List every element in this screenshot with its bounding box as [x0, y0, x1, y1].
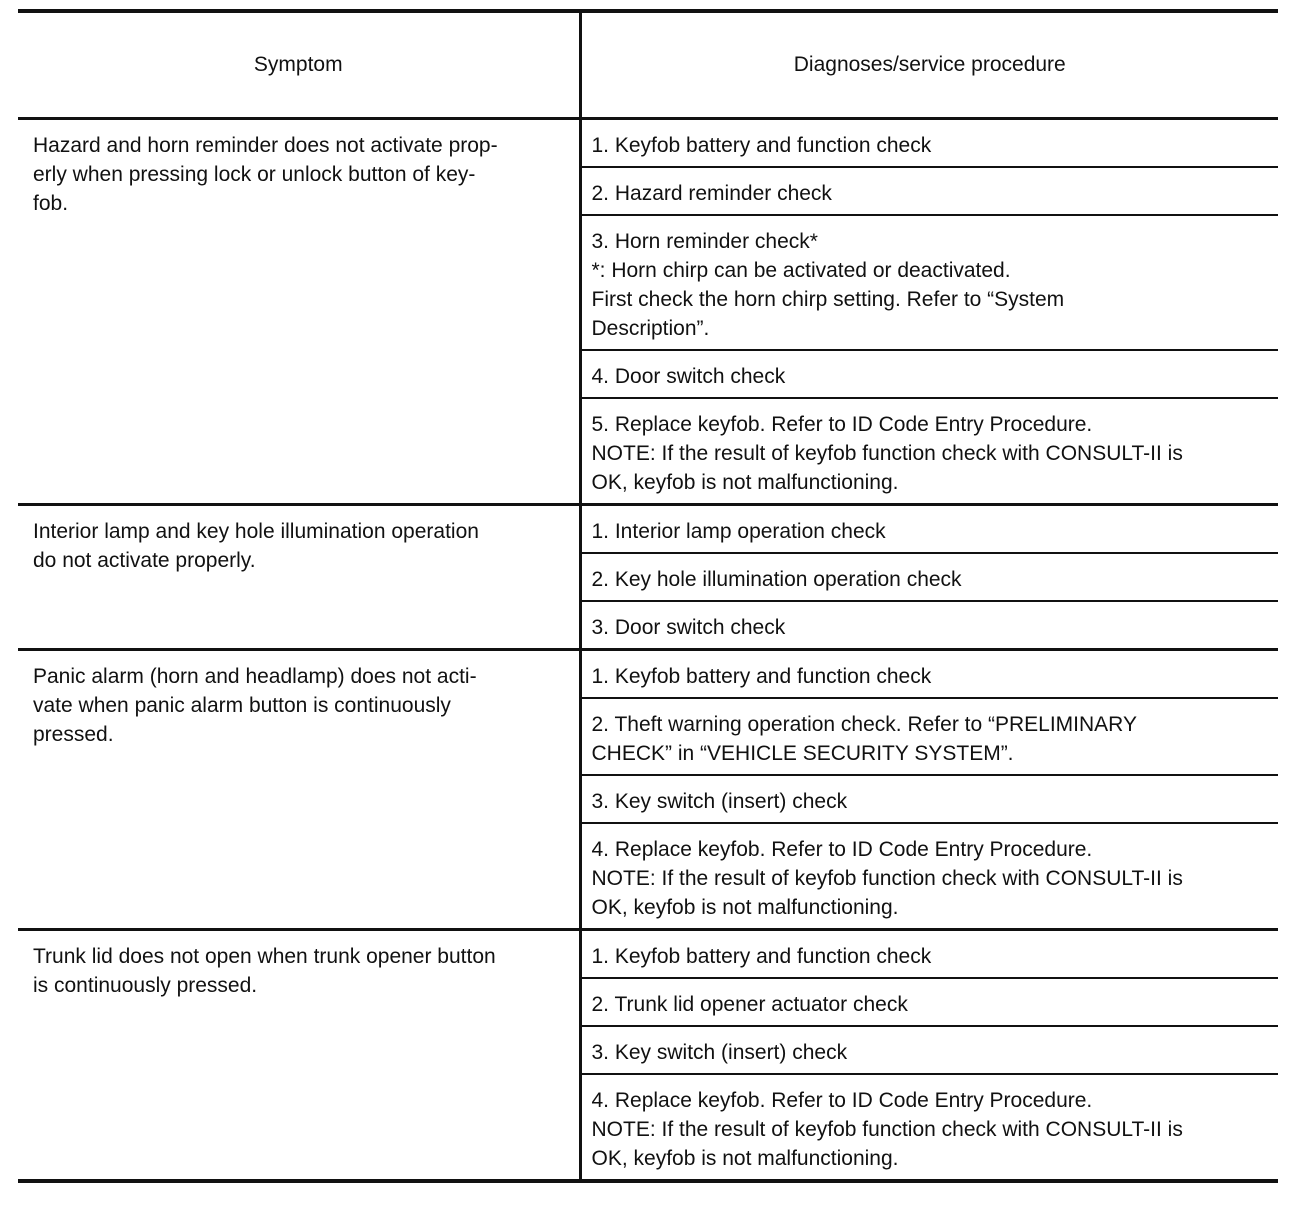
procedure-step-line: 2. Key hole illumination operation check [591, 568, 962, 591]
procedure-step-line: 2. Theft warning operation check. Refer to “PRELIMINARY [591, 713, 1137, 736]
table-row [18, 930, 1278, 979]
procedure-step-line: NOTE: If the result of keyfob function check with CONSULT-II is [591, 442, 1183, 465]
header-row [18, 11, 1278, 119]
procedure-step-line: 1. Keyfob battery and function check [591, 134, 932, 157]
symptom-line: fob. [33, 192, 69, 215]
table-row [18, 119, 1278, 168]
symptom-cell [18, 505, 580, 650]
procedure-step-line: 1. Interior lamp operation check [591, 520, 886, 543]
symptom-line: Interior lamp and key hole illumination operation [33, 520, 479, 543]
procedure-step-cell [580, 1074, 1278, 1181]
procedure-step-cell [580, 350, 1278, 398]
procedure-step-line: 3. Key switch (insert) check [591, 1041, 848, 1064]
procedure-step-line: 4. Door switch check [591, 365, 786, 388]
symptom-header: Symptom [253, 53, 343, 76]
symptom-line: vate when panic alarm button is continuously [33, 694, 451, 717]
procedure-step-cell [580, 215, 1278, 350]
procedure-step-cell [580, 1026, 1278, 1074]
procedure-step-line: 5. Replace keyfob. Refer to ID Code Entry Procedure. [591, 413, 1093, 436]
procedure-step-line: OK, keyfob is not malfunctioning. [591, 471, 899, 494]
procedure-step-line: 4. Replace keyfob. Refer to ID Code Entry Procedure. [591, 838, 1093, 861]
symptom-cell [18, 650, 580, 930]
procedure-step-cell [580, 119, 1278, 168]
procedure-step-line: NOTE: If the result of keyfob function check with CONSULT-II is [591, 867, 1183, 890]
symptom-cell [18, 119, 580, 505]
symptom-line: Trunk lid does not open when trunk opener button [33, 945, 496, 968]
symptom-line: do not activate properly. [33, 549, 256, 572]
symptom-line: is continuously pressed. [33, 974, 258, 997]
procedure-step-cell [580, 650, 1278, 699]
table-row [18, 505, 1278, 554]
procedure-step-line: 1. Keyfob battery and function check [591, 945, 932, 968]
procedure-step-cell [580, 775, 1278, 823]
procedure-step-line: Description”. [591, 317, 710, 340]
procedure-header: Diagnoses/service procedure [580, 11, 1278, 119]
procedure-step-line: CHECK” in “VEHICLE SECURITY SYSTEM”. [591, 742, 1014, 765]
procedure-step-line: 1. Keyfob battery and function check [591, 665, 932, 688]
symptom-cell [18, 930, 580, 1182]
procedure-step-cell [580, 505, 1278, 554]
table-body [18, 119, 1278, 1182]
procedure-step-cell [580, 698, 1278, 775]
symptom-line: Panic alarm (horn and headlamp) does not acti- [33, 665, 477, 688]
procedure-step-line: 3. Door switch check [591, 616, 786, 639]
procedure-step-line: 3. Key switch (insert) check [591, 790, 848, 813]
procedure-step-line: First check the horn chirp setting. Refer to “System [591, 288, 1065, 311]
table-row [18, 650, 1278, 699]
procedure-step-cell [580, 930, 1278, 979]
symptom-line: Hazard and horn reminder does not activate prop- [33, 134, 498, 157]
procedure-step-line: 3. Horn reminder check* [591, 230, 818, 253]
procedure-step-cell [580, 601, 1278, 650]
procedure-step-cell [580, 167, 1278, 215]
procedure-step-cell [580, 553, 1278, 601]
procedure-step-line: OK, keyfob is not malfunctioning. [591, 1147, 899, 1170]
procedure-step-line: OK, keyfob is not malfunctioning. [591, 896, 899, 919]
procedure-step-line: 2. Trunk lid opener actuator check [591, 993, 908, 1016]
symptom-line: erly when pressing lock or unlock button of key- [33, 163, 476, 186]
procedure-step-line: NOTE: If the result of keyfob function check with CONSULT-II is [591, 1118, 1183, 1141]
procedure-step-line: *: Horn chirp can be activated or deactivated. [591, 259, 1011, 282]
procedure-step-line: 4. Replace keyfob. Refer to ID Code Entry Procedure. [591, 1089, 1093, 1112]
diagnosis-table [18, 9, 1278, 1183]
symptom-line: pressed. [33, 723, 114, 746]
procedure-step-cell [580, 978, 1278, 1026]
procedure-step-line: 2. Hazard reminder check [591, 182, 832, 205]
procedure-step-cell [580, 398, 1278, 505]
procedure-step-cell [580, 823, 1278, 930]
